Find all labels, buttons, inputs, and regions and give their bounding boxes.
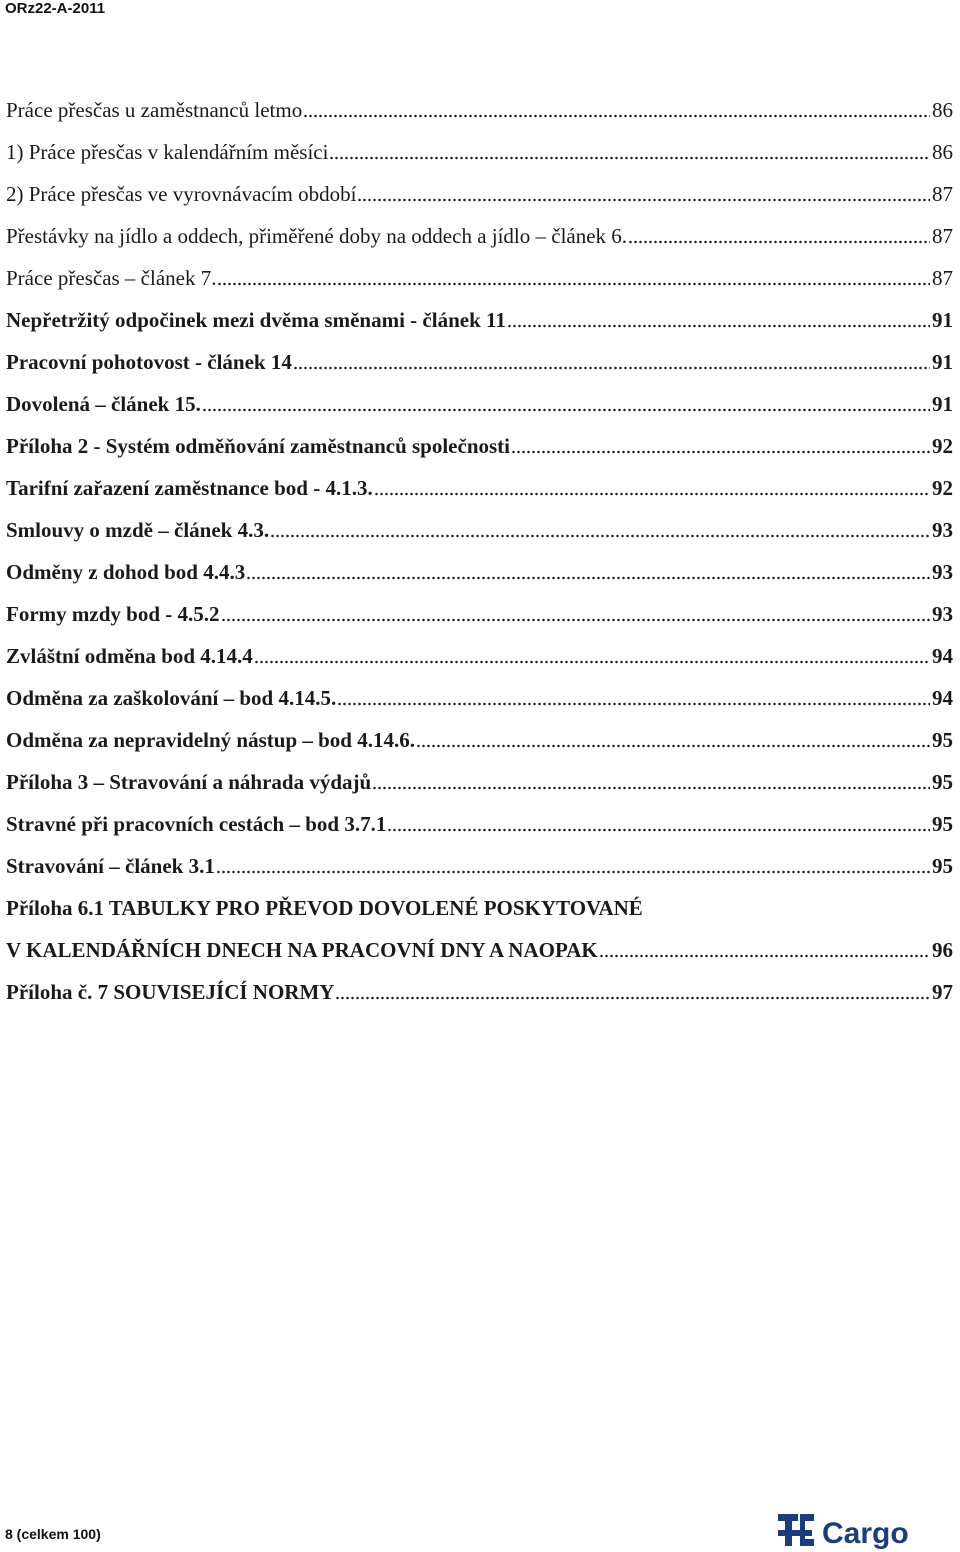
- dot-leader: [357, 198, 930, 202]
- dot-leader: [337, 702, 930, 706]
- toc-entry-page: 92: [932, 434, 953, 458]
- toc-entry[interactable]: [6, 933, 953, 963]
- toc-entry[interactable]: [6, 177, 953, 207]
- dot-leader: [303, 114, 930, 118]
- cd-cargo-logo: [778, 1510, 956, 1552]
- toc-entry[interactable]: [6, 555, 953, 585]
- toc-entry[interactable]: [6, 513, 953, 543]
- toc-entry[interactable]: [6, 429, 953, 459]
- toc-entry-title: Odměna za nepravidelný nástup – bod 4.14.6.: [6, 728, 415, 752]
- toc-entry[interactable]: [6, 975, 953, 1005]
- toc-entry-page: 87: [932, 266, 953, 290]
- toc-entry[interactable]: [6, 597, 953, 627]
- toc-entry-title: 1) Práce přesčas v kalendářním měsíci: [6, 140, 329, 164]
- toc-entry[interactable]: [6, 471, 953, 501]
- dot-leader: [416, 744, 930, 748]
- toc-entry-page: 91: [932, 350, 953, 374]
- toc-entry-page: 87: [932, 224, 953, 248]
- toc-entry-page: 95: [932, 728, 953, 752]
- toc-entry-title: Odměna za zaškolování – bod 4.14.5.: [6, 686, 337, 710]
- toc-entry-title: Příloha 2 - Systém odměňování zaměstnanců společnosti: [6, 434, 510, 458]
- toc-entry-title: Práce přesčas u zaměstnanců letmo: [6, 98, 303, 122]
- toc-entry-page: 95: [932, 854, 953, 878]
- dot-leader: [335, 996, 930, 1000]
- toc-entry-page: 91: [932, 392, 953, 416]
- toc-entry-title: Smlouvy o mzdě – článek 4.3.: [6, 518, 270, 542]
- toc-entry[interactable]: [6, 93, 953, 123]
- dot-leader: [202, 408, 930, 412]
- dot-leader: [628, 240, 930, 244]
- toc-entry-title: Tarifní zařazení zaměstnance bod - 4.1.3.: [6, 476, 373, 500]
- toc-entry-page: 94: [932, 644, 953, 668]
- toc-entry-title: Stravování – článek 3.1: [6, 854, 215, 878]
- toc-entry[interactable]: [6, 303, 953, 333]
- toc-entry-title: Zvláštní odměna bod 4.14.4: [6, 644, 253, 668]
- toc-entry-page: 93: [932, 560, 953, 584]
- toc-entry-title: 2) Práce přesčas ve vyrovnávacím období: [6, 182, 357, 206]
- toc-entry-title: Přestávky na jídlo a oddech, přiměřené doby na oddech a jídlo – článek 6.: [6, 224, 628, 248]
- toc-entry-title: Pracovní pohotovost - článek 14: [6, 350, 292, 374]
- toc-entry[interactable]: [6, 639, 953, 669]
- dot-leader: [511, 450, 930, 454]
- toc-entry-title: Nepřetržitý odpočinek mezi dvěma směnami - článek 11: [6, 308, 506, 332]
- logo-text: Cargo: [822, 1517, 909, 1550]
- dot-leader: [254, 660, 930, 664]
- toc-entry-page: 95: [932, 770, 953, 794]
- toc-entry-page: 86: [932, 140, 953, 164]
- dot-leader: [387, 828, 930, 832]
- dot-leader: [221, 618, 931, 622]
- toc-entry-page: 97: [932, 980, 953, 1004]
- toc-entry-page: 92: [932, 476, 953, 500]
- toc-entry-title: Stravné při pracovních cestách – bod 3.7.1: [6, 812, 387, 836]
- toc-entry-page: 91: [932, 308, 953, 332]
- page-number: 8 (celkem 100): [5, 1526, 101, 1542]
- toc-entry-title: Dovolená – článek 15.: [6, 392, 201, 416]
- toc-entry-title: Odměny z dohod bod 4.4.3: [6, 560, 246, 584]
- dot-leader: [329, 156, 930, 160]
- dot-leader: [216, 870, 930, 874]
- logo-mark: [778, 1514, 814, 1546]
- dot-leader: [507, 324, 930, 328]
- toc-entry-page: 86: [932, 98, 953, 122]
- toc-entry-page: 93: [932, 518, 953, 542]
- toc-entry-title: Příloha č. 7 SOUVISEJÍCÍ NORMY: [6, 980, 335, 1004]
- toc-entry[interactable]: [6, 807, 953, 837]
- toc-entry[interactable]: [6, 765, 953, 795]
- toc-entry-page: 87: [932, 182, 953, 206]
- toc-entry[interactable]: [6, 849, 953, 879]
- toc-entry[interactable]: [6, 387, 953, 417]
- toc-entry[interactable]: [6, 681, 953, 711]
- toc-entry[interactable]: [6, 261, 953, 291]
- toc-entry-title: Formy mzdy bod - 4.5.2: [6, 602, 220, 626]
- dot-leader: [599, 954, 930, 958]
- toc-entry[interactable]: [6, 135, 953, 165]
- toc-entry[interactable]: [6, 219, 953, 249]
- dot-leader: [217, 282, 930, 286]
- document-code: ORz22-A-2011: [5, 0, 106, 17]
- toc-entry[interactable]: [6, 723, 953, 753]
- dot-leader: [372, 786, 930, 790]
- dot-leader: [374, 492, 930, 496]
- toc-entry-title: Příloha 3 – Stravování a náhrada výdajů: [6, 770, 372, 794]
- toc-entry-page: 96: [932, 938, 953, 962]
- toc-entry[interactable]: [6, 345, 953, 375]
- toc-entry-page: 93: [932, 602, 953, 626]
- dot-leader: [270, 534, 930, 538]
- toc-entry-page: 94: [932, 686, 953, 710]
- dot-leader: [293, 366, 930, 370]
- toc-entry-title: Práce přesčas – článek 7.: [6, 266, 217, 290]
- toc-entry-title: V KALENDÁŘNÍCH DNECH NA PRACOVNÍ DNY A NAOPAK: [6, 938, 598, 962]
- toc-entry-title-first-line[interactable]: Příloha 6.1 TABULKY PRO PŘEVOD DOVOLENÉ POSKYTOVANÉ: [6, 896, 643, 920]
- dot-leader: [246, 576, 930, 580]
- toc-entry-page: 95: [932, 812, 953, 836]
